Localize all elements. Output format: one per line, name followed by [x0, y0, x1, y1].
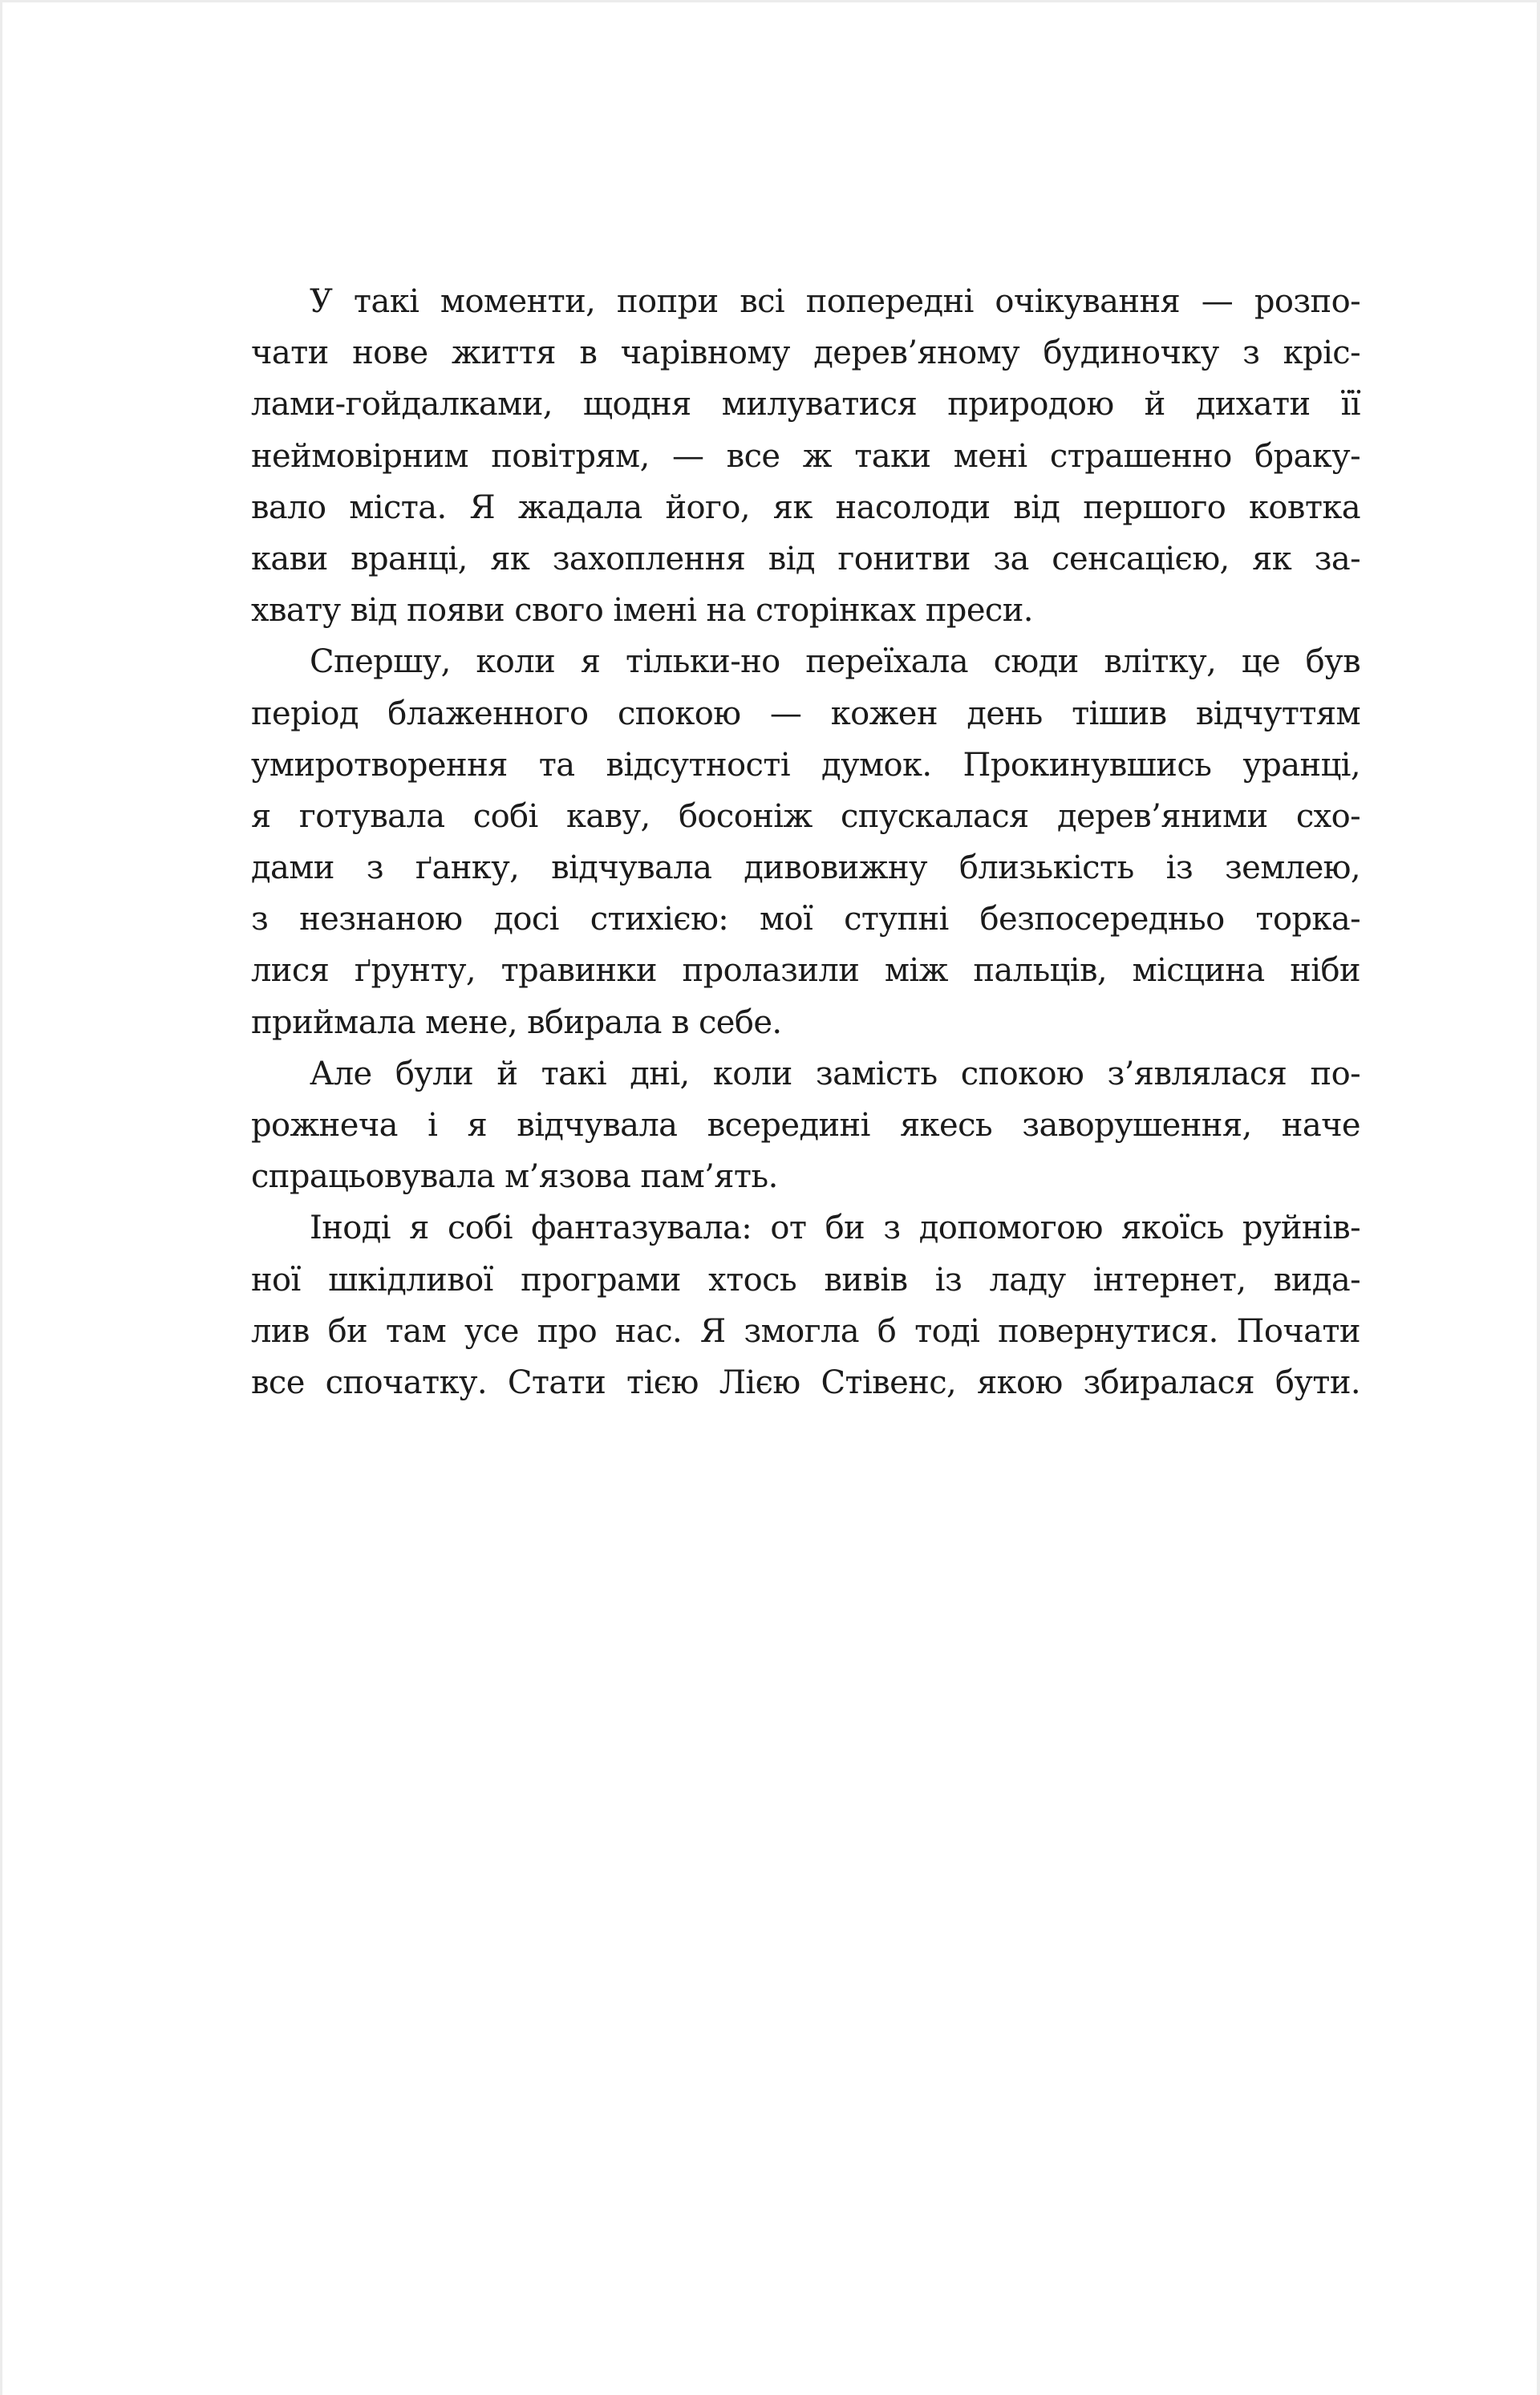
- book-page: [2, 2, 1537, 2395]
- text-line: приймала мене, вбирала в себе.: [251, 1003, 782, 1041]
- text-line: період блаженного спокою — кожен день тішив відчуттям: [251, 695, 1360, 732]
- text-line: чати нове життя в чарівному дерев’яному будиночку з кріс-: [251, 334, 1360, 372]
- text-line: лами-гойдалками, щодня милуватися природою й дихати її: [251, 386, 1360, 423]
- text-line: неймовірним повітрям, — все ж таки мені страшенно браку-: [251, 437, 1360, 475]
- text-line: умиротворення та відсутності думок. Прокинувшись уранці,: [251, 746, 1360, 784]
- text-line: Спершу, коли я тільки-но переїхала сюди влітку, це був: [310, 643, 1360, 681]
- text-line: Іноді я собі фантазувала: от би з допомогою якоїсь руйнів-: [310, 1210, 1360, 1247]
- paragraph-3: [251, 1048, 1360, 1203]
- text-line: лив би там усе про нас. Я змогла б тоді повернутися. Почати: [251, 1312, 1360, 1350]
- text-line: вало міста. Я жадала його, як насолоди від першого ковтка: [251, 488, 1360, 526]
- paragraph-2: [251, 636, 1360, 1048]
- text-line: спрацьовувала м’язова пам’ять.: [251, 1158, 778, 1196]
- text-line: хвату від появи свого імені на сторінках преси.: [251, 592, 1033, 630]
- text-line: ної шкідливої програми хтось вивів із ладу інтернет, вида-: [251, 1261, 1360, 1299]
- text-line: я готувала собі каву, босоніж спускалася дерев’яними схо-: [251, 797, 1360, 835]
- body-text: [251, 276, 1360, 1408]
- text-line: все спочатку. Стати тією Лією Стівенс, якою збиралася бути.: [251, 1364, 1360, 1401]
- text-line: дами з ґанку, відчувала дивовижну близькість із землею,: [251, 849, 1360, 887]
- text-line: лися ґрунту, травинки пролазили між пальців, місцина ніби: [251, 952, 1360, 990]
- paragraph-1: [251, 276, 1360, 636]
- text-line: Але були й такі дні, коли замість спокою з’являлася по-: [310, 1055, 1360, 1092]
- text-line: з незнаною досі стихією: мої ступні безпосередньо торка-: [251, 901, 1360, 938]
- text-line: У такі моменти, попри всі попередні очікування — розпо-: [310, 283, 1360, 320]
- paragraph-4: [251, 1202, 1360, 1408]
- text-line: рожнеча і я відчувала всередині якесь заворушення, наче: [251, 1107, 1360, 1144]
- text-line: кави вранці, як захоплення від гонитви за сенсацією, як за-: [251, 540, 1360, 577]
